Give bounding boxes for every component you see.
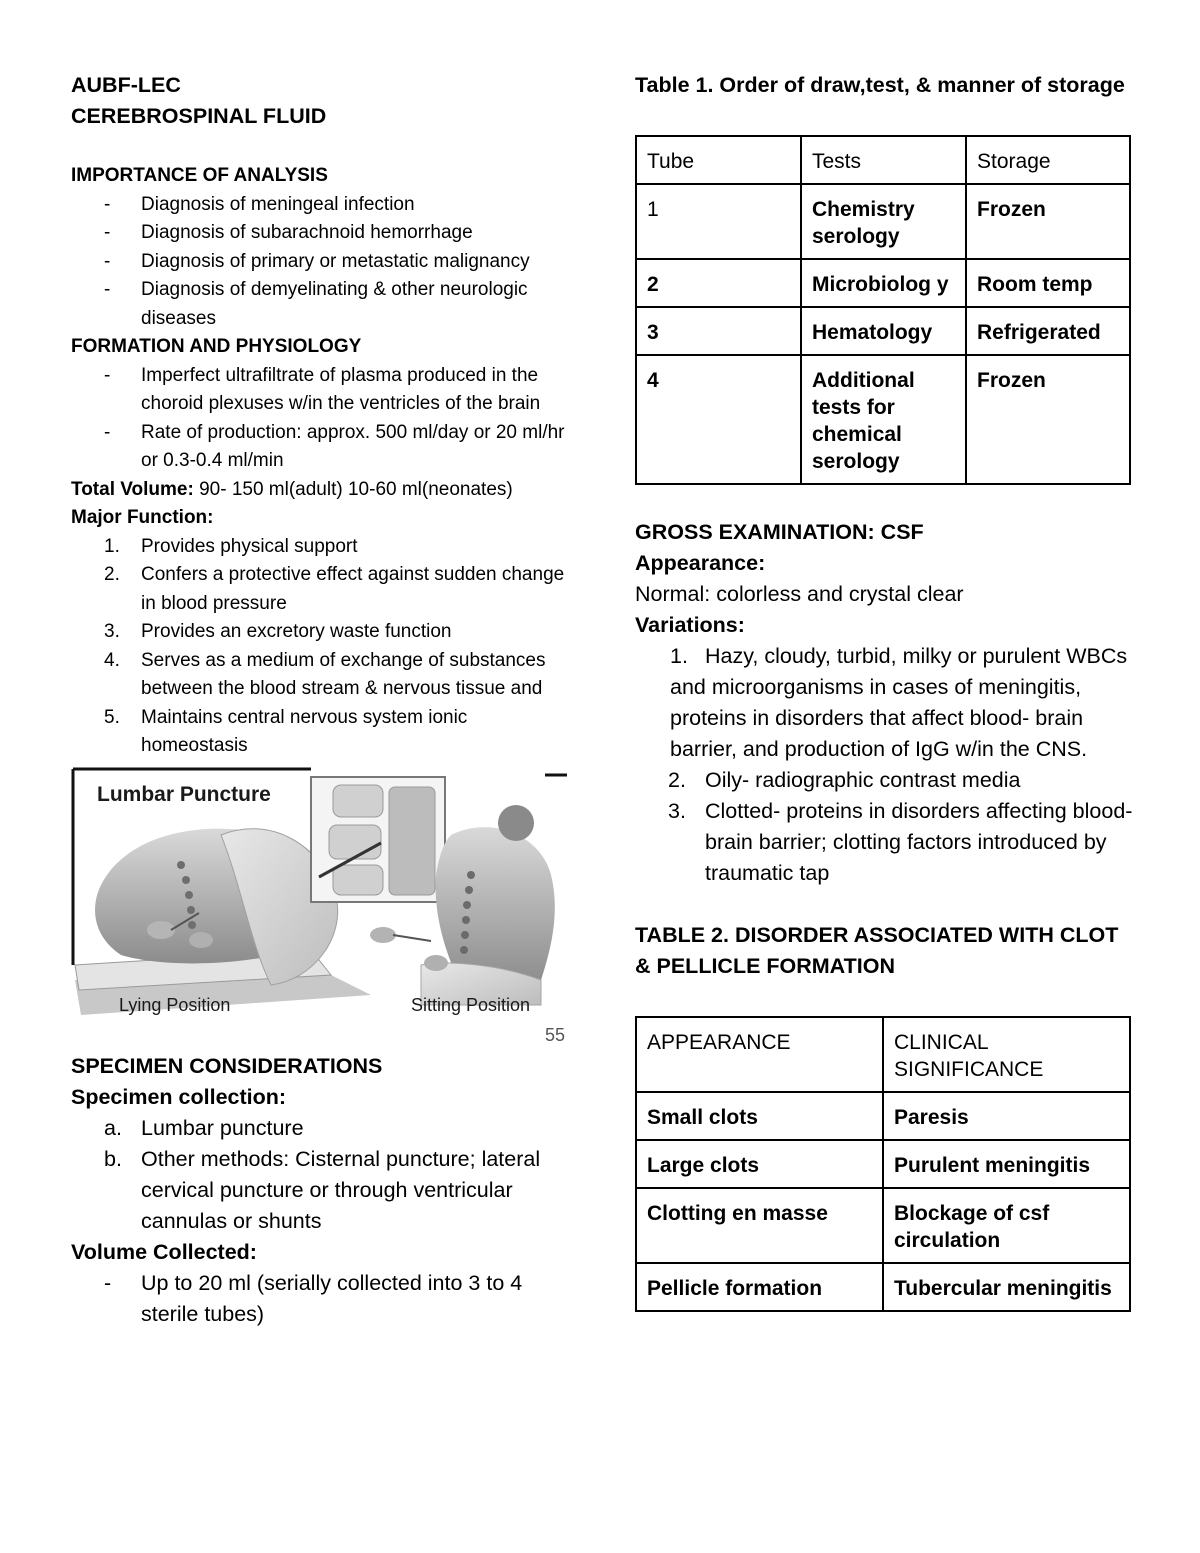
collection-list [71, 1113, 571, 1237]
table-row [636, 259, 1130, 307]
table-row [636, 1092, 1130, 1140]
table-cell: 4 [636, 355, 801, 484]
table-cell: Paresis [883, 1092, 1130, 1140]
list-item: 4. Serves as a medium of exchange of substances between the blood stream & nervous tissue and [104, 649, 546, 699]
list-item: 2. Confers a protective effect against sudden change in blood pressure [104, 564, 565, 614]
list-item: - Rate of production: approx. 500 ml/day or 20 ml/hr or 0.3-0.4 ml/min [104, 421, 565, 471]
table-cell: 3 [636, 307, 801, 355]
formation-list [71, 362, 571, 476]
table-cell: Large clots [636, 1140, 883, 1188]
table-cell: Microbiolog y [801, 259, 966, 307]
table-cell: Hematology [801, 307, 966, 355]
specimen-heading: SPECIMEN CONSIDERATIONS [71, 1053, 383, 1078]
list-item: 5. Maintains central nervous system ionic homeostasis [104, 706, 468, 756]
table-cell: Room temp [966, 259, 1130, 307]
table-cell: Pellicle formation [636, 1263, 883, 1311]
volume-list [71, 1268, 571, 1330]
table-cell: Small clots [636, 1092, 883, 1140]
list-item: - Diagnosis of primary or metastatic malignancy [104, 250, 530, 272]
table-cell: Refrigerated [966, 307, 1130, 355]
collection-heading: Specimen collection: [71, 1084, 287, 1109]
list-item: - Diagnosis of subarachnoid hemorrhage [104, 222, 473, 243]
list-item: 2. Oily- radiographic contrast media [668, 768, 1021, 792]
course-code: AUBF-LEC [71, 73, 181, 97]
caption-lying: Lying Position [119, 994, 231, 1015]
table-cell: Blockage of csf circulation [883, 1188, 1130, 1263]
major-function-heading: Major Function: [71, 507, 214, 528]
right-column [635, 70, 1135, 1312]
table-header-cell: Storage [966, 136, 1130, 184]
table-cell: Tubercular meningitis [883, 1263, 1130, 1311]
variations-list [635, 765, 1135, 889]
document-title: CEREBROSPINAL FLUID [71, 104, 327, 128]
table-cell: 1 [636, 184, 801, 259]
table1-caption: Table 1. Order of draw,test, & manner of storage [635, 73, 1125, 97]
table-header-cell: Tests [801, 136, 966, 184]
table-row [636, 355, 1130, 484]
table-row [636, 1188, 1130, 1263]
list-item: a. Lumbar puncture [104, 1115, 304, 1140]
list-item: 3. Provides an excretory waste function [104, 621, 452, 642]
table-cell: Clotting en masse [636, 1188, 883, 1263]
table-header-row [636, 136, 1130, 184]
figure-corner-mark: 55 [545, 1024, 566, 1045]
table-row [636, 307, 1130, 355]
list-item: - Imperfect ultrafiltrate of plasma produced in the choroid plexuses w/in the ventricles of the brain [104, 364, 541, 414]
left-column [71, 70, 571, 1330]
figure-title: Lumbar Puncture [97, 782, 271, 806]
list-item: - Diagnosis of demyelinating & other neurologic diseases [104, 279, 528, 329]
table-header-cell: CLINICAL SIGNIFICANCE [883, 1017, 1130, 1092]
total-volume: Total Volume: 90- 150 ml(adult) 10-60 ml(neonates) [71, 478, 513, 500]
lumbar-puncture-illustration [71, 765, 571, 1047]
volume-heading: Volume Collected: [71, 1239, 257, 1264]
table-cell: Frozen [966, 184, 1130, 259]
variation-item-1: 1. Hazy, cloudy, turbid, milky or purulent WBCs and microorganisms in cases of meningitis, proteins in disorders that affect blood- brain barrier, and production of IgG w/in the CNS. [670, 644, 1128, 761]
list-item: 1. Provides physical support [104, 535, 358, 557]
caption-sitting: Sitting Position [411, 994, 531, 1015]
table-header-row [636, 1017, 1130, 1092]
gross-heading: GROSS EXAMINATION: CSF [635, 520, 924, 544]
table-header-cell: Tube [636, 136, 801, 184]
table-header-cell: APPEARANCE [636, 1017, 883, 1092]
formation-heading: FORMATION AND PHYSIOLOGY [71, 336, 362, 357]
list-item: - Up to 20 ml (serially collected into 3 to 4 sterile tubes) [104, 1270, 523, 1326]
table-row [636, 1263, 1130, 1311]
list-item: b. Other methods: Cisternal puncture; lateral cervical puncture or through ventricular cannulas or shunts [104, 1146, 541, 1233]
list-item: - Diagnosis of meningeal infection [104, 193, 415, 215]
lumbar-puncture-figure [71, 765, 571, 1047]
table-order-of-draw [635, 135, 1131, 485]
table2-caption: TABLE 2. DISORDER ASSOCIATED WITH CLOT & PELLICLE FORMATION [635, 923, 1119, 978]
variations-heading: Variations: [635, 613, 745, 637]
appearance-heading: Appearance: [635, 551, 766, 575]
major-function-list [71, 533, 571, 761]
importance-heading: IMPORTANCE OF ANALYSIS [71, 165, 328, 186]
importance-list [71, 191, 571, 334]
table-cell: Frozen [966, 355, 1130, 484]
table-row [636, 184, 1130, 259]
table-row [636, 1140, 1130, 1188]
list-item: 3. Clotted- proteins in disorders affecting blood-brain barrier; clotting factors introduced by traumatic tap [668, 799, 1133, 885]
table-cell: Chemistry serology [801, 184, 966, 259]
table-cell: Additional tests for chemical serology [801, 355, 966, 484]
table-clot-pellicle [635, 1016, 1131, 1312]
table-cell: 2 [636, 259, 801, 307]
table-cell: Purulent meningitis [883, 1140, 1130, 1188]
normal-appearance: Normal: colorless and crystal clear [635, 582, 964, 606]
